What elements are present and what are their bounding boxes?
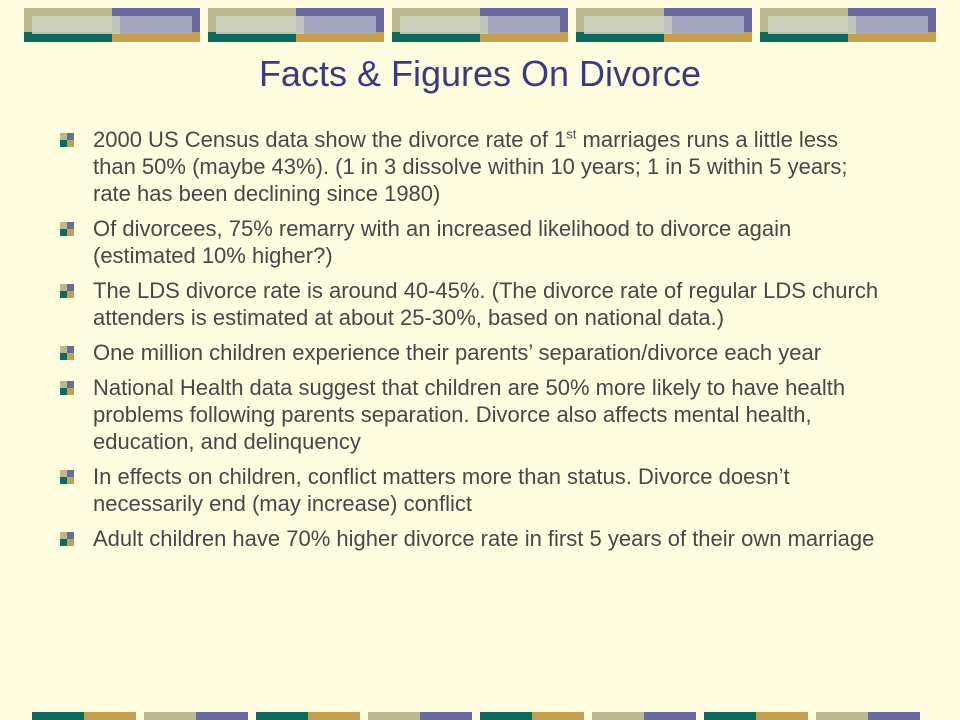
ordinal-superscript: st bbox=[566, 126, 577, 142]
bullet-item bbox=[60, 339, 880, 366]
bullet-item bbox=[60, 126, 880, 207]
decorative-tile bbox=[392, 8, 568, 42]
bottom-decorative-bar bbox=[0, 712, 960, 720]
checkered-square-icon bbox=[60, 532, 74, 546]
bullet-text: Of divorcees, 75% remarry with an increased likelihood to divorce again (estimated 10% higher?) bbox=[93, 216, 792, 268]
checkered-square-icon bbox=[60, 284, 74, 298]
bullet-item bbox=[60, 463, 880, 517]
bullet-list bbox=[60, 126, 880, 560]
bullet-item bbox=[60, 277, 880, 331]
decorative-tile bbox=[576, 8, 752, 42]
checkered-square-icon bbox=[60, 133, 74, 147]
bullet-item bbox=[60, 215, 880, 269]
bullet-item bbox=[60, 525, 880, 552]
decorative-tile bbox=[24, 8, 200, 42]
decorative-tile bbox=[208, 8, 384, 42]
bullet-text: National Health data suggest that children are 50% more likely to have health problems following parents separation. Divorce also affects mental health, education, and delinquency bbox=[93, 375, 846, 454]
checkered-square-icon bbox=[60, 381, 74, 395]
bullet-text: 2000 US Census data show the divorce rate of 1st marriages runs a little less than 50% (maybe 43%). (1 in 3 dissolve within 10 years; 1 in 5 within 5 years; rate has been declining since 1980) bbox=[93, 126, 848, 206]
bullet-item bbox=[60, 374, 880, 455]
bullet-text: The LDS divorce rate is around 40-45%. (The divorce rate of regular LDS church attenders is estimated at about 25-30%, based on national data.) bbox=[93, 278, 879, 330]
checkered-square-icon bbox=[60, 346, 74, 360]
slide-title: Facts & Figures On Divorce bbox=[258, 53, 702, 94]
bullet-text: Adult children have 70% higher divorce rate in first 5 years of their own marriage bbox=[93, 526, 875, 551]
checkered-square-icon bbox=[60, 222, 74, 236]
top-decorative-bar bbox=[0, 8, 960, 44]
checkered-square-icon bbox=[60, 470, 74, 484]
decorative-tile bbox=[760, 8, 936, 42]
bullet-text: In effects on children, conflict matters more than status. Divorce doesn’t necessarily end (may increase) conflict bbox=[93, 464, 790, 516]
bullet-text: One million children experience their parents’ separation/divorce each year bbox=[93, 340, 822, 365]
